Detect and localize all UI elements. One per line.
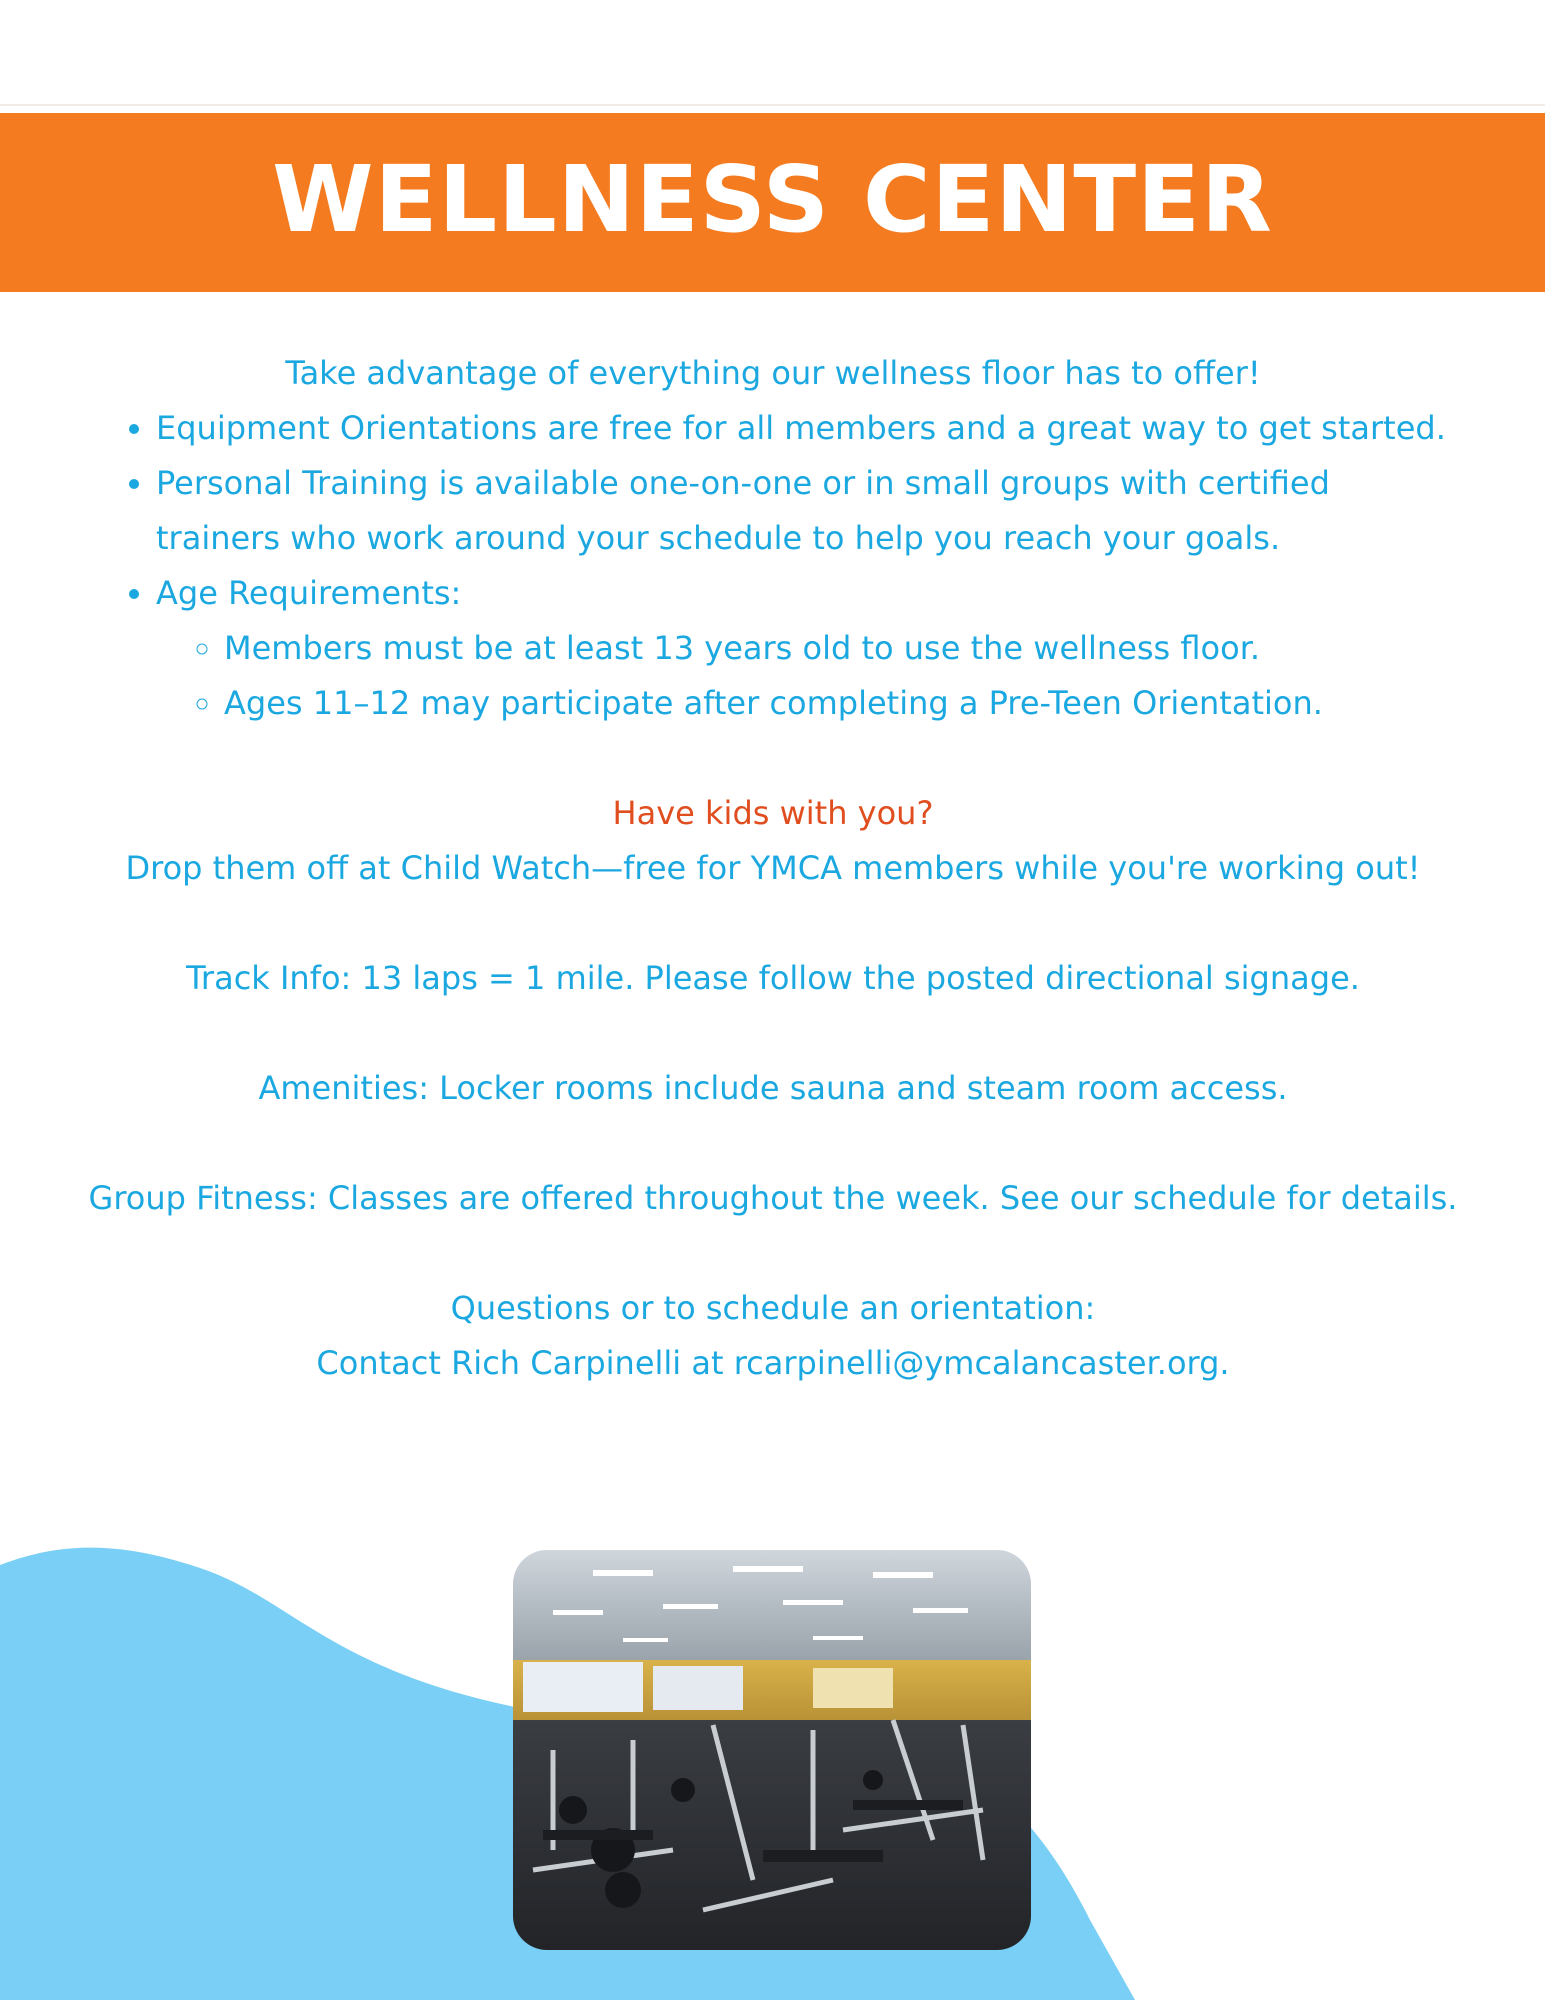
- amenities-info: Amenities: Locker rooms include sauna and steam room access.: [258, 1069, 1288, 1107]
- child-watch-text: Drop them off at Child Watch—free for YMCA members while you're working out!: [125, 849, 1421, 887]
- child-watch-question: Have kids with you?: [612, 794, 934, 832]
- page-title: WELLNESS CENTER: [272, 145, 1273, 253]
- list-item-orientations: • Equipment Orientations are free for all members and a great way to get started.: [156, 401, 1458, 456]
- list-item-personal-training: • Personal Training is available one-on-one or in small groups with certified trainers who work around your schedule to help you reach your goals.: [156, 456, 1458, 566]
- group-fitness-info: Group Fitness: Classes are offered throughout the week. See our schedule for details.: [88, 1179, 1458, 1217]
- contact-heading: Questions or to schedule an orientation:: [450, 1289, 1096, 1327]
- sub-item-minimum-age: ◦ Members must be at least 13 years old to use the wellness floor.: [224, 621, 1458, 676]
- top-divider: [0, 104, 1545, 106]
- list-item-age-requirements: [156, 566, 1458, 731]
- sub-item-preteen: ◦ Ages 11–12 may participate after completing a Pre-Teen Orientation.: [224, 676, 1458, 731]
- gym-floor-photo: [513, 1550, 1031, 1950]
- age-requirements-heading: Age Requirements:: [156, 574, 462, 612]
- content-column: [88, 346, 1458, 1391]
- age-requirements-list: [156, 621, 1458, 731]
- track-info: Track Info: 13 laps = 1 mile. Please follow the posted directional signage.: [186, 959, 1360, 997]
- intro-text: Take advantage of everything our wellness floor has to offer!: [285, 354, 1261, 392]
- feature-list: [88, 401, 1458, 731]
- header-banner: [0, 113, 1545, 292]
- contact-details: Contact Rich Carpinelli at rcarpinelli@ymcalancaster.org.: [316, 1344, 1230, 1382]
